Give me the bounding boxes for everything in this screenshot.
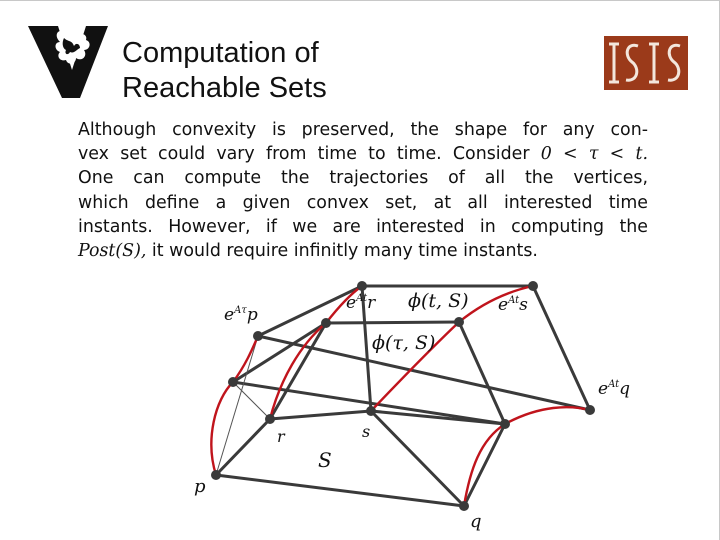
body-line-6-math: Post(S),: [78, 241, 147, 262]
polytope-edges: [216, 286, 590, 506]
label-q: q: [470, 511, 482, 532]
edge-p-q: [216, 475, 464, 506]
vertex-q: [459, 501, 469, 511]
thin-guides: [216, 336, 270, 475]
body-line-2-text: vex set could vary from time to time. Consider: [78, 144, 541, 165]
edge-s-q: [371, 411, 464, 506]
body-line-4: which define a given convex set, at all interested time: [78, 192, 648, 213]
vertex-s: [366, 406, 376, 416]
slide-title-line-1: Computation of: [122, 37, 319, 69]
label-eAtau-p: $e^{A\tau}p$: [224, 305, 258, 325]
label-s: s: [362, 422, 371, 441]
vertex-tau-p: [228, 377, 238, 387]
vertex-r: [265, 414, 275, 424]
label-r: r: [277, 427, 285, 446]
vertex-tau-s: [454, 317, 464, 327]
vertices: [211, 281, 595, 511]
label-phi-t-S: ϕ(t, S): [408, 290, 469, 312]
vertex-t-q: [585, 405, 595, 415]
edge-r-r2: [270, 323, 326, 419]
vertex-t-p: [253, 331, 263, 341]
vertex-t-s: [528, 281, 538, 291]
vertex-tau-r: [321, 318, 331, 328]
label-eAt-r: $e^{At}r$: [346, 293, 376, 313]
body-line-3: One can compute the trajectories of all the vertices,: [78, 168, 648, 189]
body-line-5: instants. However, if we are interested in computing the: [78, 216, 648, 237]
edge-t-s-q: [533, 286, 590, 410]
body-line-2-math: 0 < τ < t.: [540, 144, 648, 165]
vertex-tau-q: [500, 419, 510, 429]
edge-tau-r-s: [326, 322, 459, 323]
edge-r-s: [270, 411, 371, 419]
label-eAt-q: $e^{At}q$: [598, 379, 631, 399]
label-p: p: [194, 476, 206, 497]
body-line-1: Although convexity is preserved, the shape for any con-: [78, 120, 648, 140]
label-S: S: [318, 448, 332, 472]
vertex-t-r: [357, 281, 367, 291]
label-eAt-s: $e^{At}s$: [498, 295, 528, 315]
slide-title-line-2: Reachable Sets: [122, 72, 327, 104]
edge-q-q2: [464, 424, 505, 506]
body-line-6-text: it would require infinitly many time instants.: [146, 241, 538, 262]
label-phi-tau-S: ϕ(τ, S): [372, 332, 436, 354]
vertex-p: [211, 470, 221, 480]
edge-tau-s-q: [459, 322, 505, 424]
